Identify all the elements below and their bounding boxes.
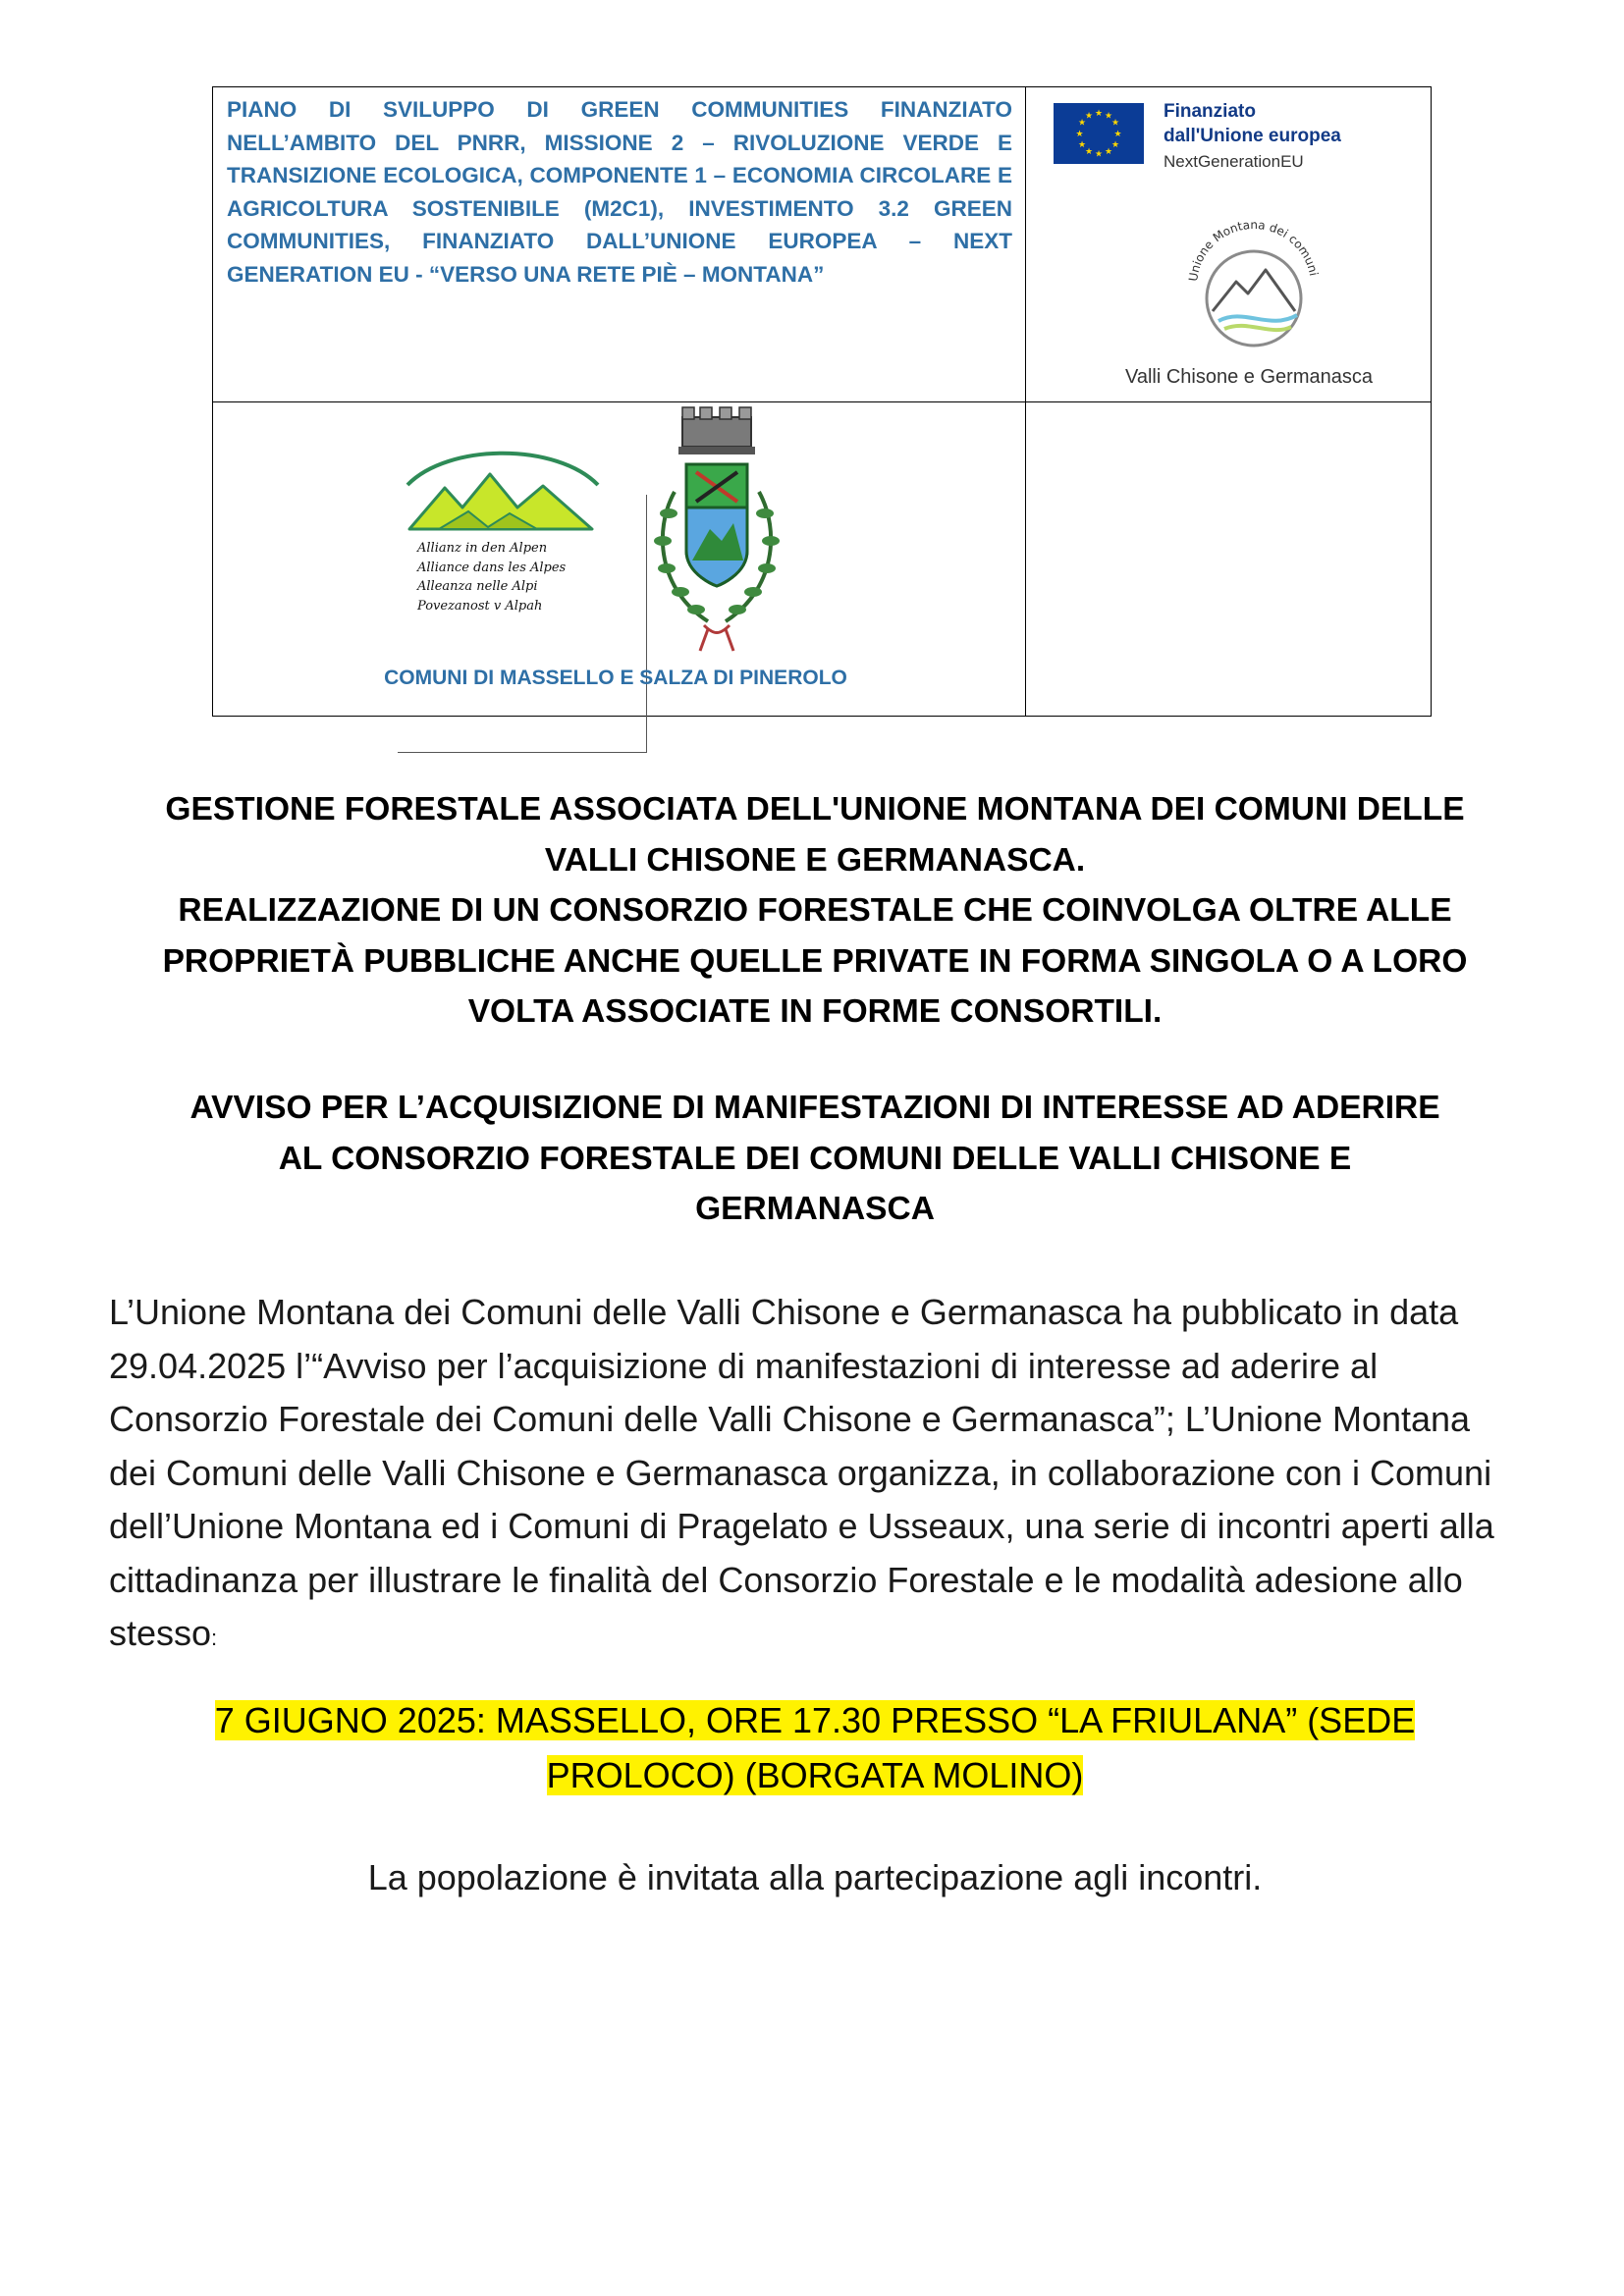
svg-text:★: ★	[1110, 118, 1120, 129]
alps-line: Alliance dans les Alpes	[417, 560, 567, 575]
eu-logo-line3: NextGenerationEU	[1164, 152, 1304, 171]
svg-text:★: ★	[1094, 109, 1104, 119]
unione-montana-logo	[1097, 205, 1401, 401]
coat-of-arms-icon	[645, 403, 788, 668]
eu-funding-logo	[1054, 97, 1427, 171]
svg-text:★: ★	[1077, 140, 1087, 150]
event-line: PROLOCO) (BORGATA MOLINO)	[546, 1755, 1084, 1795]
svg-text:★: ★	[1104, 147, 1113, 157]
event-line: 7 GIUGNO 2025: MASSELLO, ORE 17.30 PRESSO “LA FRIULANA” (SEDE	[214, 1700, 1416, 1740]
alps-line: Povezanost v Alpah	[417, 598, 543, 614]
subtitle-line: AL CONSORZIO FORESTALE DEI COMUNI DELLE VALLI CHISONE E	[278, 1140, 1352, 1177]
alps-logo-text	[417, 539, 594, 615]
svg-text:★: ★	[1094, 149, 1104, 160]
alps-mountains-icon	[400, 431, 606, 539]
title-line: PROPRIETÀ PUBBLICHE ANCHE QUELLE PRIVATE IN FORMA SINGOLA O A LORO	[162, 942, 1468, 980]
main-title	[98, 784, 1532, 1038]
invitation-text: La popolazione è invitata alla partecipazione agli incontri.	[367, 1857, 1263, 1897]
title-line: REALIZZAZIONE DI UN CONSORZIO FORESTALE CHE COINVOLGA OLTRE ALLE	[178, 892, 1452, 929]
svg-text:★: ★	[1104, 111, 1113, 122]
unione-arc-text: Unione Montana dei comuni	[1186, 217, 1322, 283]
eu-stars-icon	[1054, 103, 1144, 164]
svg-text:★: ★	[1084, 147, 1094, 157]
paragraph-text: L’Unione Montana dei Comuni delle Valli Chisone e Germanasca ha pubblicato in data 29.04.2025 l’“Avviso per l’acquisizione di manifestazioni di interesse ad aderire al Consorzio Forestale dei Comuni delle Valli Chisone e Germanasca”; L’Unione Montana dei Comuni delle Valli Chisone e Germanasca organizza, in collaborazione con i Comuni dell’Unione Montana ed i Comuni di Pragelato e Usseaux, una serie di incontri aperti alla cittadinanza per illustrare le finalità del Consorzio Forestale e le modalità adesione allo stesso	[109, 1292, 1494, 1653]
title-line: VALLI CHISONE E GERMANASCA.	[544, 841, 1086, 879]
eu-logo-line1: Finanziato	[1164, 101, 1256, 122]
mountain-circle-icon	[1175, 205, 1332, 362]
title-line: GESTIONE FORESTALE ASSOCIATA DELL'UNIONE MONTANA DEI COMUNI DELLE	[165, 791, 1465, 828]
title-line: VOLTA ASSOCIATE IN FORME CONSORTILI.	[467, 993, 1163, 1030]
header-table	[212, 86, 1432, 717]
eu-logo-line2: dall'Unione europea	[1164, 126, 1341, 146]
alps-line: Alleanza nelle Alpi	[417, 579, 538, 594]
paragraph-colon: :	[211, 1626, 218, 1650]
svg-text:★: ★	[1075, 130, 1084, 139]
event-announcement	[98, 1693, 1532, 1803]
svg-text:★: ★	[1113, 130, 1122, 139]
pnrr-funding-text: PIANO DI SVILUPPO DI GREEN COMMUNITIES FINANZIATO NELL’AMBITO DEL PNRR, MISSIONE 2 – RIVOLUZIONE VERDE E TRANSIZIONE ECOLOGICA, COMPONENTE 1 – ECONOMIA CIRCOLARE E AGRICOLTURA SOSTENIBILE (M2C1), INVESTIMENTO 3.2 GREEN COMMUNITIES, FINANZIATO DALL’UNIONE EUROPEA – NEXT GENERATION EU - “VERSO UNA RETE PIÈ – MONTANA”	[227, 97, 1012, 287]
alps-line: Allianz in den Alpen	[417, 541, 548, 556]
unione-montana-name: Valli Chisone e Germanasca	[1125, 366, 1373, 388]
subtitle-line: GERMANASCA	[695, 1191, 935, 1227]
alleanza-nelle-alpi-logo	[400, 431, 606, 614]
table-divider-horizontal	[213, 401, 1431, 402]
logo-rule-horizontal	[398, 752, 647, 753]
svg-text:★: ★	[1084, 111, 1094, 122]
svg-text:★: ★	[1077, 118, 1087, 129]
eu-flag-icon	[1054, 103, 1144, 164]
comuni-caption: COMUNI DI MASSELLO E SALZA DI PINEROLO	[384, 667, 847, 689]
subtitle-line: AVVISO PER L’ACQUISIZIONE DI MANIFESTAZIONI DI INTERESSE AD ADERIRE	[189, 1090, 1440, 1126]
svg-text:★: ★	[1110, 140, 1120, 150]
avviso-title	[98, 1083, 1532, 1235]
body-paragraph	[109, 1286, 1523, 1666]
